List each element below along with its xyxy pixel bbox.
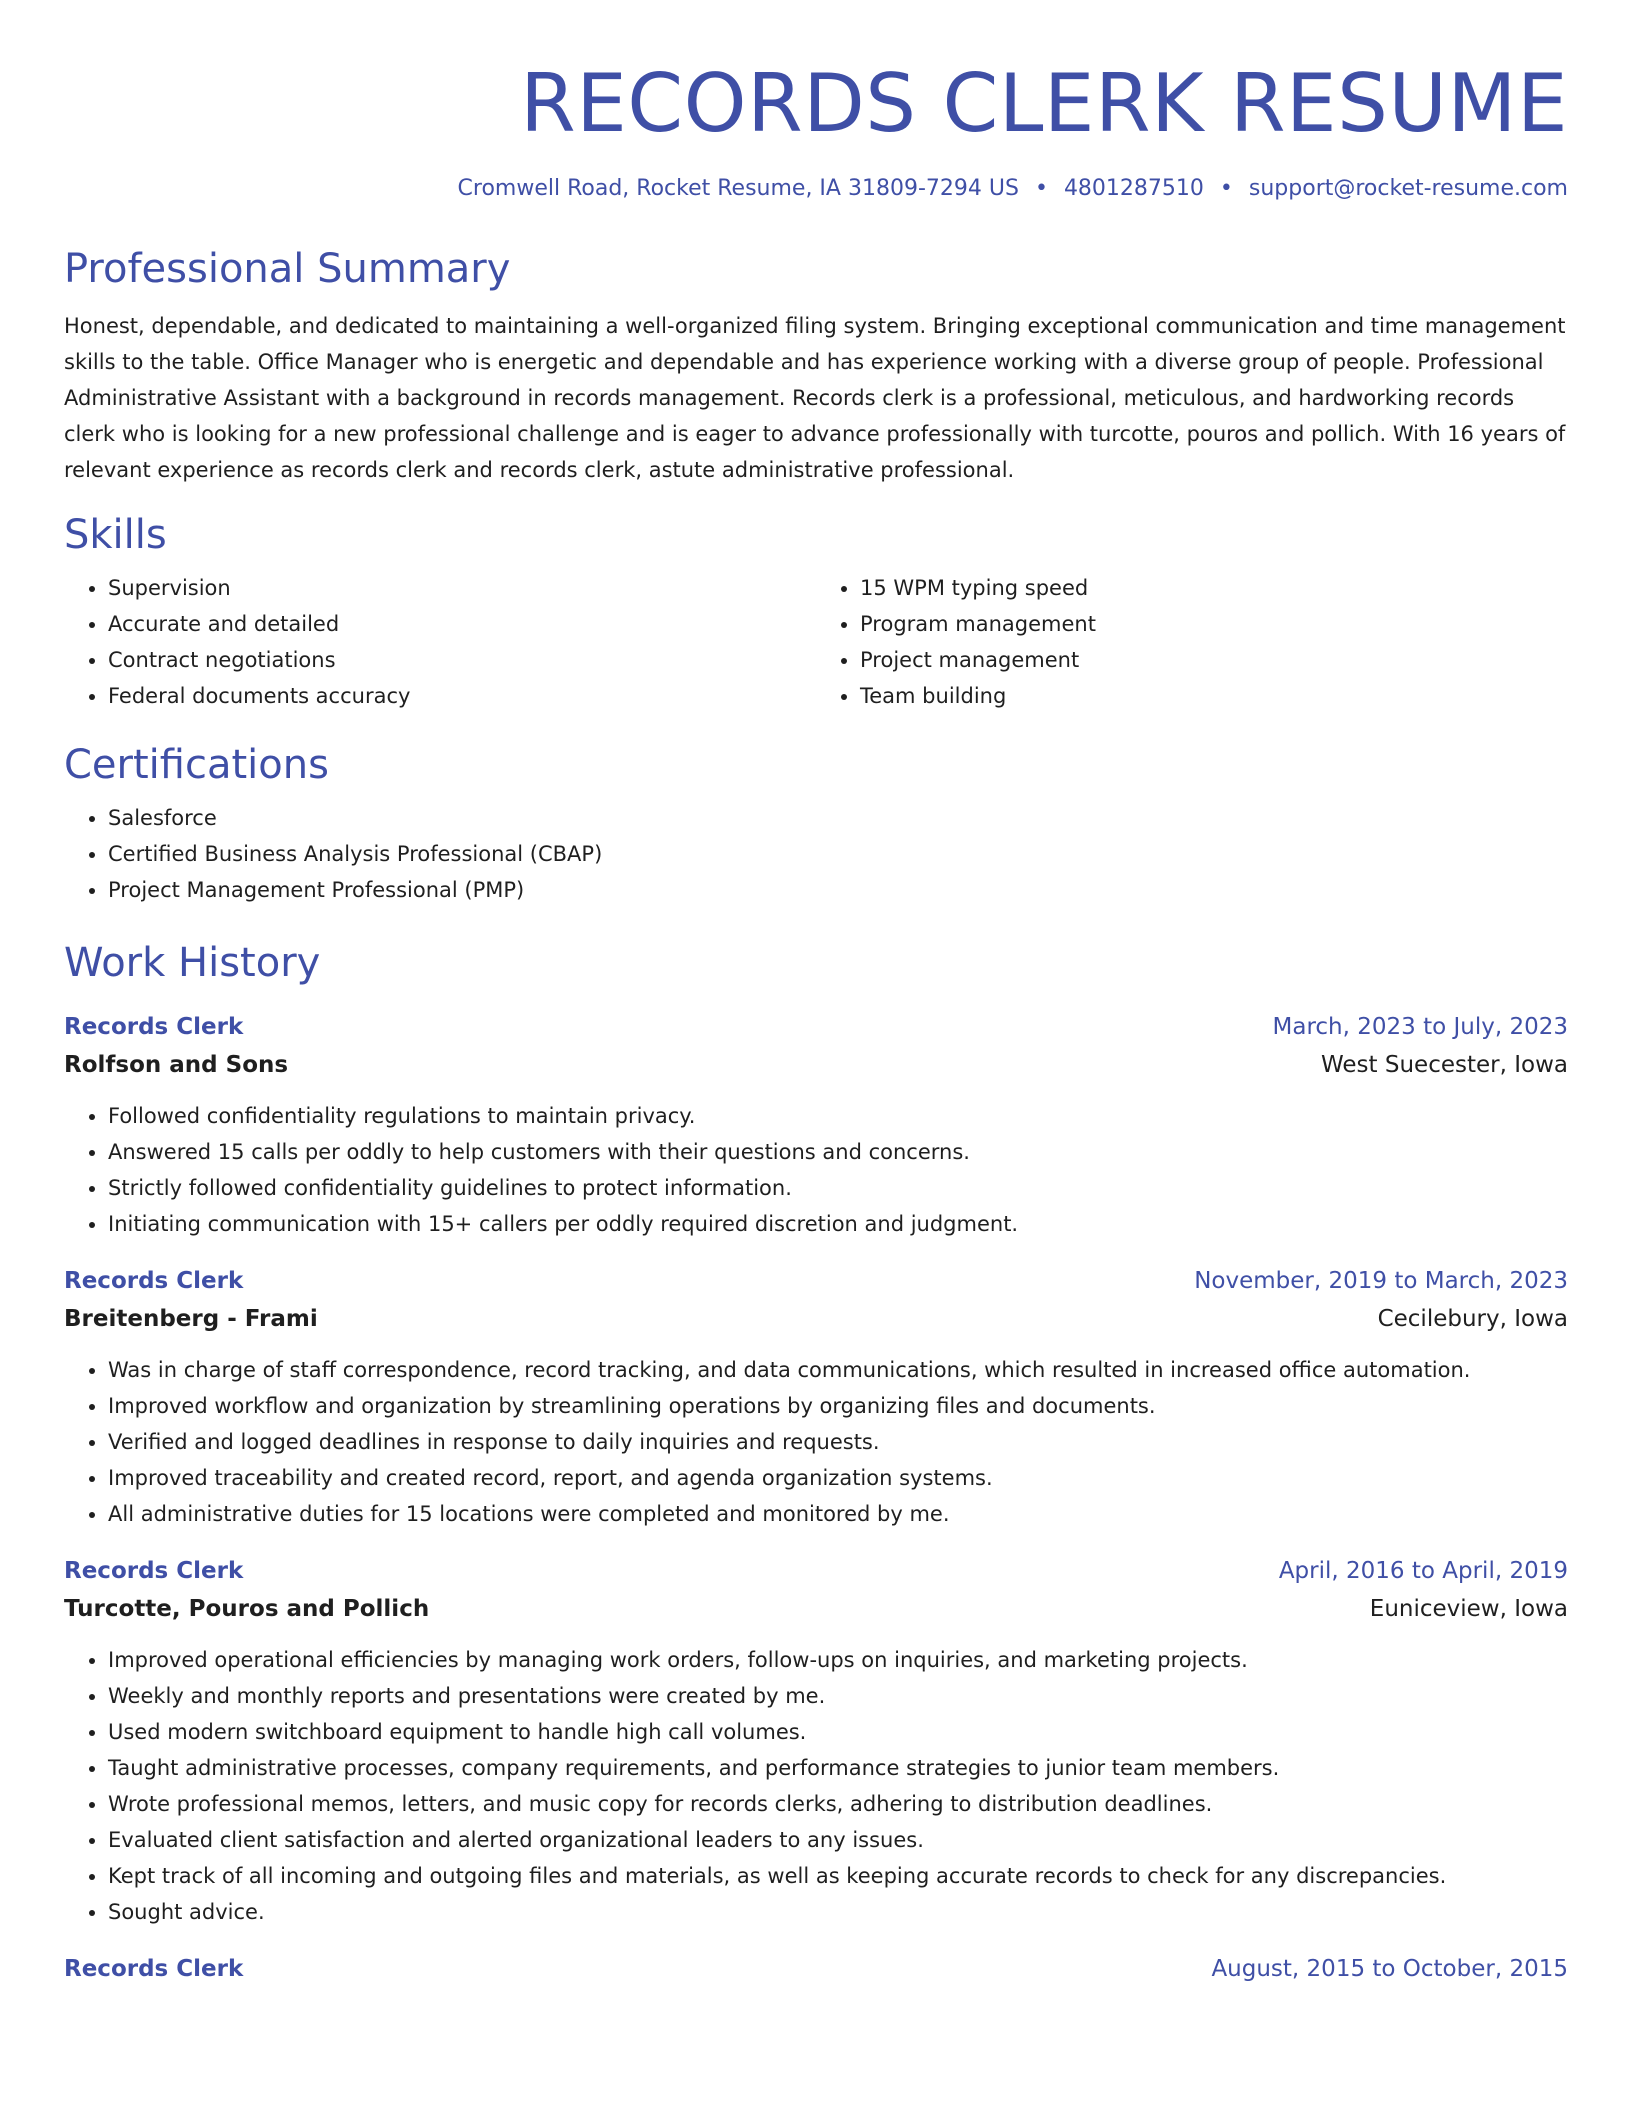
certification-item: • Project Management Professional (PMP) (108, 872, 1568, 908)
skill-item: • Team building (860, 678, 1568, 714)
job-company-row (64, 1300, 1568, 1338)
skill-item: • 15 WPM typing speed (860, 570, 1568, 606)
summary-text: Honest, dependable, and dedicated to maintaining a well-organized filing system. Bringing exceptional communication and time management skills to the table. Office Manager who is energetic and dependable and has experience working with a diverse group of people. Professional Administrative Assistant with a background in records management. Records clerk is a professional, meticulous, and hardworking records clerk who is looking for a new professional challenge and is eager to advance professionally with turcotte, pouros and pollich. With 16 years of relevant experience as records clerk and records clerk, astute administrative professional. (64, 314, 1566, 482)
job-bullet: • Followed confidentiality regulations to maintain privacy. (108, 1098, 1568, 1134)
job-bullets (64, 1098, 1568, 1242)
skills-heading: Skills (64, 512, 167, 558)
job-header-row (64, 1008, 1568, 1046)
skill-item: • Supervision (108, 570, 816, 606)
job-location: West Suecester, Iowa (1321, 1052, 1568, 1078)
certifications-list (64, 800, 1568, 908)
job-title: Records Clerk (64, 1014, 244, 1040)
job-bullets (64, 1352, 1568, 1532)
job-company: Breitenberg - Frami (64, 1306, 318, 1332)
job-dates: March, 2023 to July, 2023 (1272, 1014, 1568, 1040)
certification-item: • Salesforce (108, 800, 1568, 836)
certification-item: • Certified Business Analysis Professional (CBAP) (108, 836, 1568, 872)
job-company-row (64, 1046, 1568, 1084)
contact-address: Cromwell Road, Rocket Resume, IA 31809-7294 US (457, 176, 1019, 201)
contact-separator: • (1034, 176, 1048, 201)
job-bullet: • Wrote professional memos, letters, and music copy for records clerks, adhering to distribution deadlines. (108, 1786, 1568, 1822)
job-bullet: • Weekly and monthly reports and presentations were created by me. (108, 1678, 1568, 1714)
job-bullet: • Used modern switchboard equipment to handle high call volumes. (108, 1714, 1568, 1750)
job-header-row (64, 1262, 1568, 1300)
certifications-heading: Certifications (64, 742, 329, 788)
job-header-row (64, 1950, 1568, 1988)
job-title: Records Clerk (64, 1268, 244, 1294)
job-bullet: • All administrative duties for 15 locations were completed and monitored by me. (108, 1496, 1568, 1532)
job-header-row (64, 1552, 1568, 1590)
job-title: Records Clerk (64, 1558, 244, 1584)
contact-line (64, 174, 1568, 204)
job-entry (64, 1552, 1568, 1930)
job-bullet: • Sought advice. (108, 1894, 1568, 1930)
skill-item: • Contract negotiations (108, 642, 816, 678)
job-bullets (64, 1642, 1568, 1930)
job-dates: April, 2016 to April, 2019 (1278, 1558, 1568, 1584)
job-bullet: • Improved workflow and organization by streamlining operations by organizing files and documents. (108, 1388, 1568, 1424)
job-location: Euniceview, Iowa (1369, 1596, 1568, 1622)
job-entry (64, 1008, 1568, 1242)
job-dates: November, 2019 to March, 2023 (1194, 1268, 1568, 1294)
work-history-heading: Work History (64, 940, 321, 986)
job-bullet: • Improved operational efficiencies by managing work orders, follow-ups on inquiries, and marketing projects. (108, 1642, 1568, 1678)
job-location: Cecilebury, Iowa (1377, 1306, 1568, 1332)
job-bullet: • Taught administrative processes, company requirements, and performance strategies to junior team members. (108, 1750, 1568, 1786)
job-title: Records Clerk (64, 1956, 244, 1982)
skill-item: • Program management (860, 606, 1568, 642)
job-bullet: • Strictly followed confidentiality guidelines to protect information. (108, 1170, 1568, 1206)
job-bullet: • Verified and logged deadlines in response to daily inquiries and requests. (108, 1424, 1568, 1460)
skills-columns (64, 570, 1568, 714)
job-entry (64, 1950, 1568, 1988)
contact-phone: 4801287510 (1063, 176, 1204, 201)
job-bullet: • Evaluated client satisfaction and alerted organizational leaders to any issues. (108, 1822, 1568, 1858)
job-entry (64, 1262, 1568, 1532)
job-bullet: • Was in charge of staff correspondence, record tracking, and data communications, which resulted in increased office automation. (108, 1352, 1568, 1388)
job-dates: August, 2015 to October, 2015 (1211, 1956, 1568, 1982)
contact-email: support@rocket-resume.com (1248, 176, 1568, 201)
contact-separator: • (1219, 176, 1233, 201)
job-bullet: • Answered 15 calls per oddly to help customers with their questions and concerns. (108, 1134, 1568, 1170)
resume-title: RECORDS CLERK RESUME (520, 57, 1568, 150)
skill-item: • Federal documents accuracy (108, 678, 816, 714)
job-bullet: • Improved traceability and created record, report, and agenda organization systems. (108, 1460, 1568, 1496)
skill-item: • Project management (860, 642, 1568, 678)
job-company: Rolfson and Sons (64, 1052, 289, 1078)
skills-list-right (816, 570, 1568, 714)
job-company: Turcotte, Pouros and Pollich (64, 1596, 430, 1622)
summary-heading: Professional Summary (64, 246, 511, 292)
job-bullet: • Kept track of all incoming and outgoing files and materials, as well as keeping accurate records to check for any discrepancies. (108, 1858, 1568, 1894)
job-company-row (64, 1590, 1568, 1628)
job-bullet: • Initiating communication with 15+ callers per oddly required discretion and judgment. (108, 1206, 1568, 1242)
skill-item: • Accurate and detailed (108, 606, 816, 642)
resume-page (64, 0, 1568, 1988)
skills-list-left (64, 570, 816, 714)
